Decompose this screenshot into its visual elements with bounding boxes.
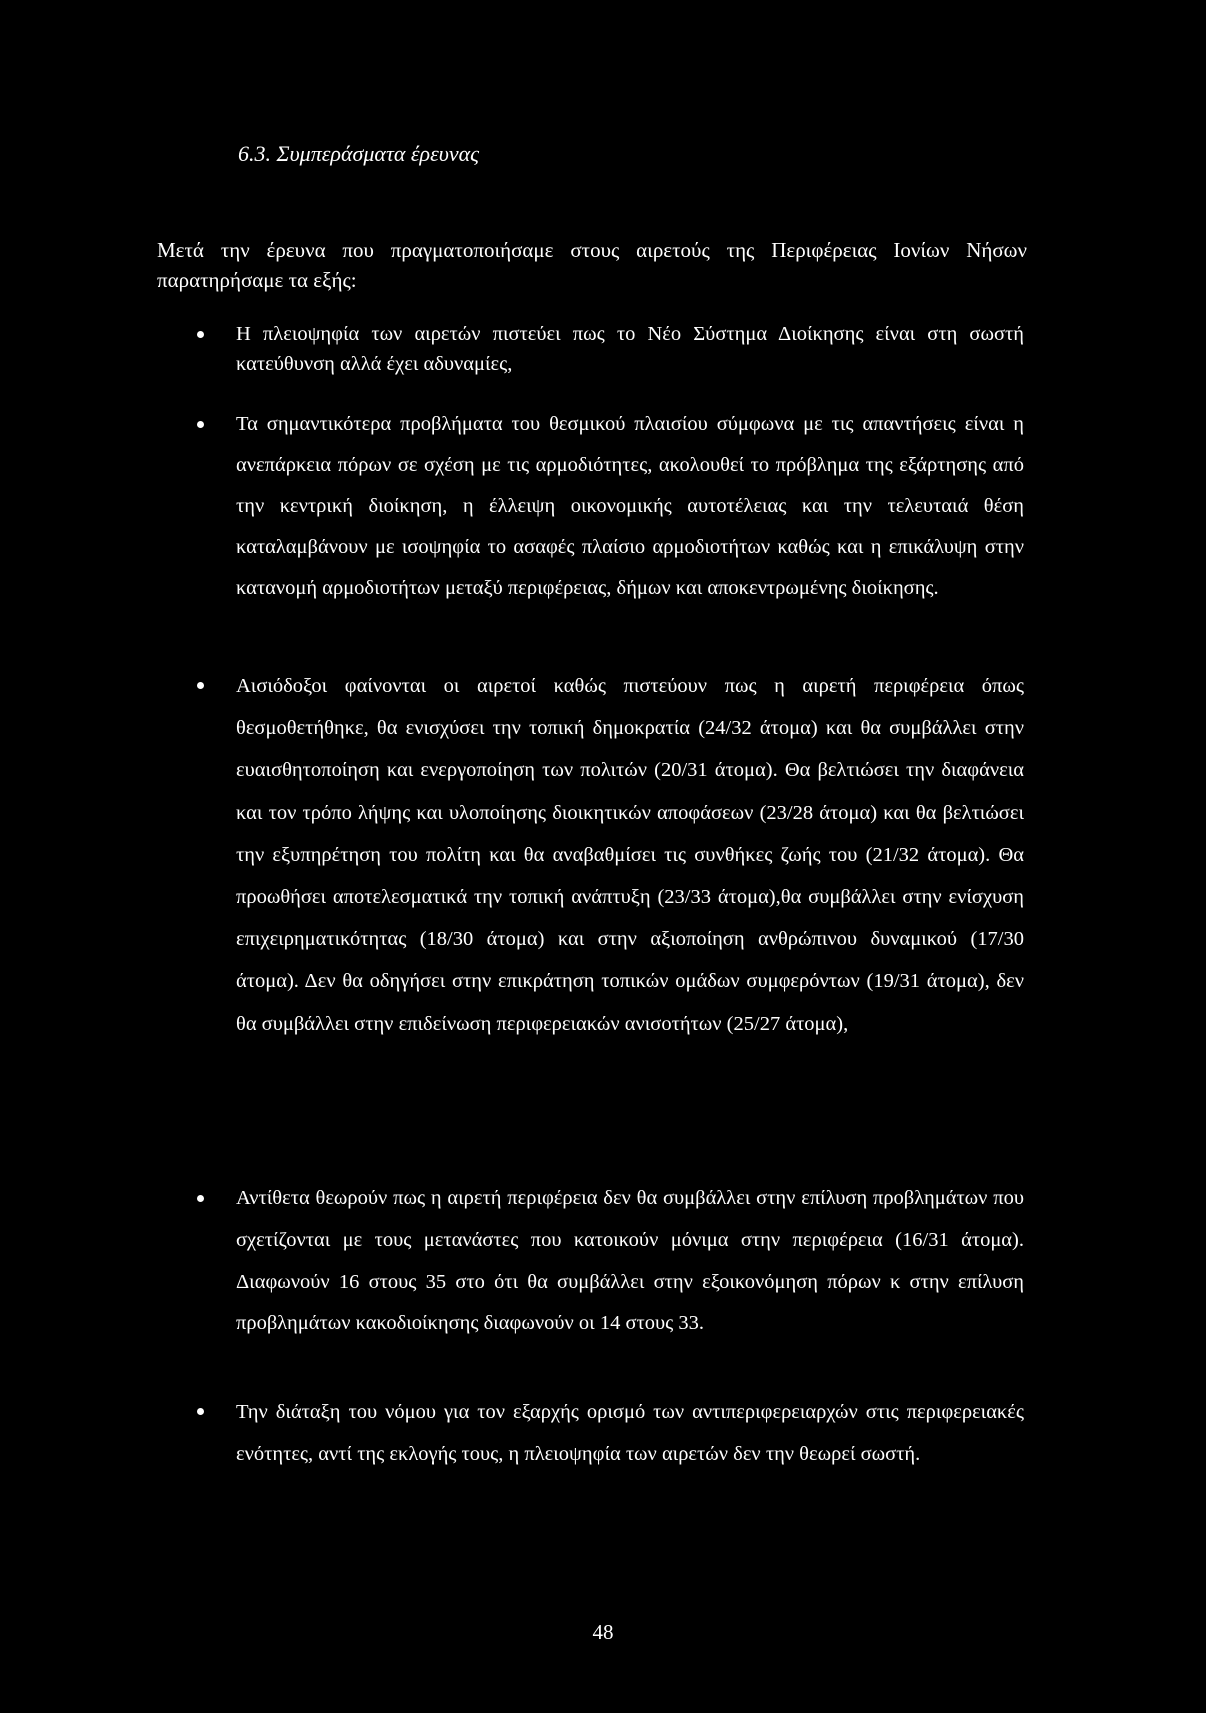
bullet-icon xyxy=(197,682,204,689)
finding-text: Την διάταξη του νόμου για τον εξαρχής ορισμό των αντιπεριφερειαρχών στις περιφερειακές ενότητες, αντί της εκλογής τους, η πλειοψηφία των αιρετών δεν την θεωρεί σωστή. xyxy=(236,1401,1024,1465)
intro-paragraph: Μετά την έρευνα που πραγματοποιήσαμε στους αιρετούς της Περιφέρειας Ιονίων Νήσων παρατηρήσαμε τα εξής: xyxy=(157,238,1027,292)
finding-item xyxy=(236,1178,1024,1345)
bullet-icon xyxy=(197,421,204,428)
finding-text: Τα σημαντικότερα προβλήματα του θεσμικού πλαισίου σύμφωνα με τις απαντήσεις είναι η ανεπάρκεια πόρων σε σχέση με τις αρμοδιότητες, ακολουθεί το πρόβλημα της εξάρτησης από την κεντρική διοίκηση, η έλλειψη οικονομικής αυτοτέλειας και την τελευταιά θέση καταλαμβάνουν με ισοψηφία το ασαφές πλαίσιο αρμοδιοτήτων καθώς και η επικάλυψη στην κατανομή αρμοδιοτήτων μεταξύ περιφέρειας, δήμων και αποκεντρωμένης διοίκησης. xyxy=(236,413,1024,599)
finding-text: Αντίθετα θεωρούν πως η αιρετή περιφέρεια δεν θα συμβάλλει στην επίλυση προβλημάτων που σχετίζονται με τους μετανάστες που κατοικούν μόνιμα στην περιφέρεια (16/31 άτομα). Διαφωνούν 16 στους 35 στο ότι θα συμβάλλει στην εξοικονόμηση πόρων κ στην επίλυση προβλημάτων κακοδιοίκησης διαφωνούν οι 14 στους 33. xyxy=(236,1187,1024,1335)
section-heading: 6.3. Συμπεράσματα έρευνας xyxy=(238,141,480,166)
bullet-icon xyxy=(197,331,204,338)
finding-item xyxy=(236,404,1024,609)
finding-text: Η πλειοψηφία των αιρετών πιστεύει πως το Νέο Σύστημα Διοίκησης είναι στη σωστή κατεύθυνση αλλά έχει αδυναμίες, xyxy=(236,323,1024,375)
finding-text: Αισιόδοξοι φαίνονται οι αιρετοί καθώς πιστεύουν πως η αιρετή περιφέρεια όπως θεσμοθετήθηκε, θα ενισχύσει την τοπική δημοκρατία (24/32 άτομα) και θα συμβάλλει στην ευαισθητοποίηση και ενεργοποίηση των πολιτών (20/31 άτομα). Θα βελτιώσει την διαφάνεια και τον τρόπο λήψης και υλοποίησης διοικητικών αποφάσεων (23/28 άτομα) και θα βελτιώσει την εξυπηρέτηση του πολίτη και θα αναβαθμίσει τις συνθήκες ζωής του (21/32 άτομα). Θα προωθήσει αποτελεσματικά την τοπική ανάπτυξη (23/33 άτομα),θα συμβάλλει στην ενίσχυση επιχειρηματικότητας (18/30 άτομα) και στην αξιοποίηση ανθρώπινου δυναμικού (17/30 άτομα). Δεν θα οδηγήσει στην επικράτηση τοπικών ομάδων συμφερόντων (19/31 άτομα), δεν θα συμβάλλει στην επιδείνωση περιφερειακών ανισοτήτων (25/27 άτομα), xyxy=(236,675,1024,1035)
bullet-icon xyxy=(197,1408,204,1415)
finding-item xyxy=(236,319,1024,379)
bullet-icon xyxy=(197,1195,204,1202)
finding-item xyxy=(236,1391,1024,1475)
page-number: 48 xyxy=(592,1620,614,1644)
finding-item xyxy=(236,665,1024,1045)
